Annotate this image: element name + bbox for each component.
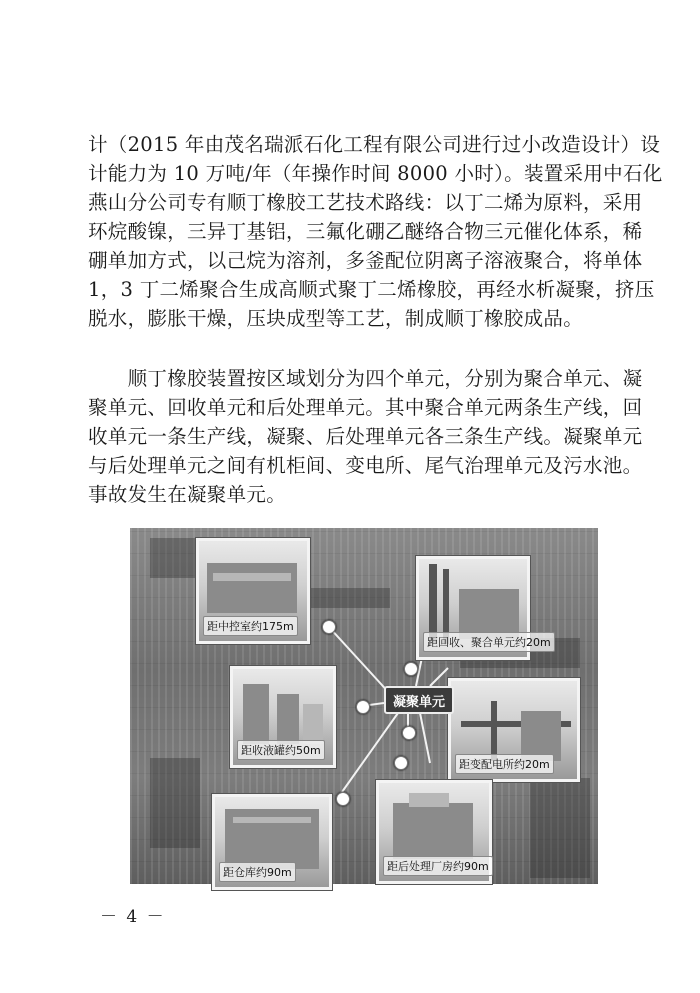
text-line: 环烷酸镍，三异丁基铝，三氟化硼乙醚络合物三元催化体系，稀 xyxy=(88,220,643,243)
photo-caption: 距中控室约175m xyxy=(203,616,298,636)
photo-recovery-polymerization xyxy=(416,556,551,660)
paragraph-2 xyxy=(88,364,643,509)
location-marker xyxy=(336,792,350,806)
text-line: 燕山分公司专有顺丁橡胶工艺技术路线：以丁二烯为原料，采用 xyxy=(88,191,643,214)
text-line: 计能力为 10 万吨/年（年操作时间 8000 小时）。装置采用中石化 xyxy=(88,162,663,185)
site-layout-figure xyxy=(130,528,598,884)
text-line: 顺丁橡胶装置按区域划分为四个单元，分别为聚合单元、凝 xyxy=(88,367,643,390)
page-number: － 4 － xyxy=(100,907,166,927)
text-line: 硼单加方式，以己烷为溶剂，多釜配位阴离子溶液聚合，将单体 xyxy=(88,249,643,272)
location-marker xyxy=(356,700,370,714)
text-line: 收单元一条生产线，凝聚、后处理单元各三条生产线。凝聚单元 xyxy=(88,425,643,448)
location-marker xyxy=(394,756,408,770)
text-line: 1，3 丁二烯聚合生成高顺式聚丁二烯橡胶，再经水析凝聚，挤压 xyxy=(88,278,655,301)
paragraph-1 xyxy=(88,130,663,333)
location-marker xyxy=(404,662,418,676)
location-marker xyxy=(402,726,416,740)
location-marker xyxy=(322,620,336,634)
photo-caption: 距仓库约90m xyxy=(219,862,296,882)
text-line: 事故发生在凝聚单元。 xyxy=(88,483,287,506)
photo-caption: 距变配电所约20m xyxy=(455,754,554,774)
text-line: 计（2015 年由茂名瑞派石化工程有限公司进行过小改造设计）设 xyxy=(88,133,661,156)
photo-substation xyxy=(448,678,580,782)
condensation-unit-label: 凝聚单元 xyxy=(384,686,454,714)
text-line: 聚单元、回收单元和后处理单元。其中聚合单元两条生产线，回 xyxy=(88,396,643,419)
text-line: 与后处理单元之间有机柜间、变电所、尾气治理单元及污水池。 xyxy=(88,454,643,477)
photo-caption: 距收液罐约50m xyxy=(237,740,325,760)
text-line: 脱水，膨胀干燥，压块成型等工艺，制成顺丁橡胶成品。 xyxy=(88,307,584,330)
photo-post-treatment-plant xyxy=(376,780,492,884)
photo-liquid-tank xyxy=(230,666,336,768)
photo-caption: 距后处理厂房约90m xyxy=(383,856,493,876)
photo-control-room xyxy=(196,538,310,644)
photo-caption: 距回收、聚合单元约20m xyxy=(423,632,555,652)
photo-warehouse xyxy=(212,794,332,890)
